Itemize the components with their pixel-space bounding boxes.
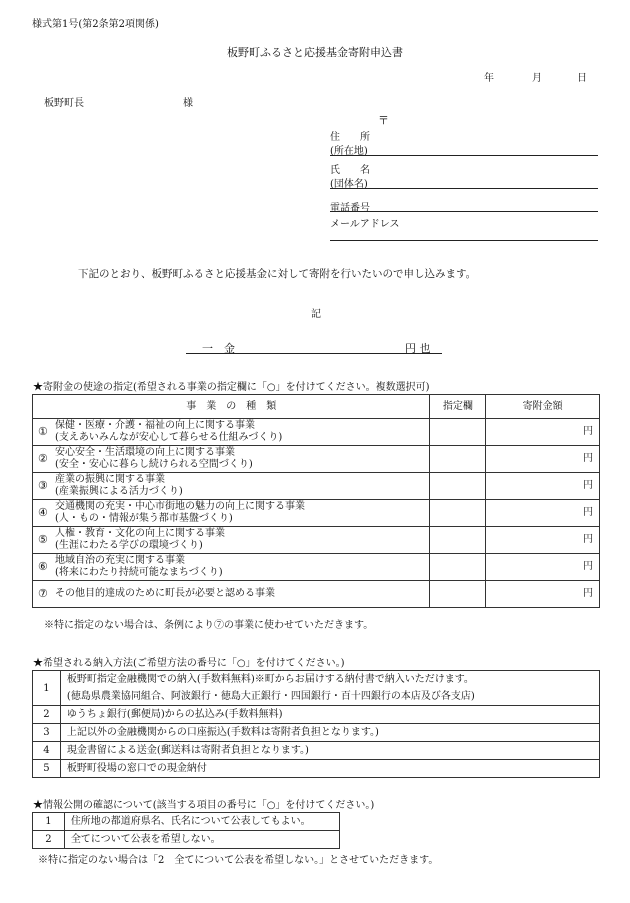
name-label: 氏 名: [330, 165, 370, 176]
row-number[interactable]: 4: [33, 742, 61, 760]
section1-heading: ★寄附金の使途の指定(希望される事業の指定欄に「○」を付けてください。複数選択可): [33, 382, 430, 393]
row-number[interactable]: 1: [33, 671, 61, 706]
amount-cell[interactable]: 円: [486, 446, 600, 473]
row-number: ③: [33, 473, 53, 500]
row-description: 現金書留による送金(郵送料は寄附者負担となります。): [60, 742, 599, 760]
donation-purpose-table: [32, 394, 600, 608]
header-amount: 寄附金額: [486, 395, 600, 419]
page-title: 板野町ふるさと応援基金寄附申込書: [227, 46, 403, 59]
row-number[interactable]: 3: [33, 724, 61, 742]
table-row: [33, 500, 600, 527]
row-number[interactable]: 1: [33, 813, 65, 831]
section3-heading: ★情報公開の確認について(該当する項目の番号に「○」を付けてください。): [33, 800, 375, 811]
date-year-label: 年: [484, 73, 494, 84]
table-row: [33, 419, 600, 446]
row-description: その他目的達成のために町長が必要と認める事業: [53, 581, 430, 608]
table-row[interactable]: [33, 742, 600, 760]
row-number: ②: [33, 446, 53, 473]
amount-field[interactable]: [186, 353, 442, 354]
row-description: ゆうちょ銀行(郵便局)からの払込み(手数料無料): [60, 706, 599, 724]
row-number[interactable]: 2: [33, 706, 61, 724]
table-row: [33, 446, 600, 473]
table-row[interactable]: [33, 813, 340, 831]
row-description: 板野町役場の窓口での現金納付: [60, 760, 599, 778]
row-description: [53, 500, 430, 527]
date-month-label: 月: [532, 73, 542, 84]
row-line2: (徳島県農業協同組合、阿波銀行・徳島大正銀行・四国銀行・百十四銀行の本店及び各支店): [66, 691, 475, 702]
postal-mark: 〒: [378, 114, 389, 127]
table-row: [33, 473, 600, 500]
amount-prefix: 一 金: [202, 342, 235, 355]
row-description: 上記以外の金融機関からの口座振込(手数料は寄附者負担となります。): [60, 724, 599, 742]
row-description: [53, 527, 430, 554]
phone-label: 電話番号: [330, 203, 370, 214]
row-number: ⑤: [33, 527, 53, 554]
email-field[interactable]: [330, 240, 598, 241]
section3-note: ※特に指定のない場合は「2 全てについて公表を希望しない。」とさせていただきます。: [38, 855, 439, 866]
table-row[interactable]: [33, 706, 600, 724]
row-description: [53, 419, 430, 446]
row-line2: (支えあいみんなが安心して暮らせる仕組みづくり): [54, 432, 283, 443]
email-label: メールアドレス: [330, 219, 400, 230]
table-row[interactable]: [33, 724, 600, 742]
row-line1: 安心安全・生活環境の向上に関する事業: [54, 447, 235, 458]
table-header-row: [33, 395, 600, 419]
row-description: 全てについて公表を希望しない。: [64, 831, 339, 849]
disclosure-table: [32, 812, 340, 849]
row-number[interactable]: 5: [33, 760, 61, 778]
row-description: [53, 446, 430, 473]
designation-cell[interactable]: [430, 581, 486, 608]
row-number: ④: [33, 500, 53, 527]
row-line1: 産業の振興に関する事業: [54, 474, 165, 485]
addressee-honorific: 様: [183, 98, 193, 109]
table-row: [33, 581, 600, 608]
table-row[interactable]: [33, 831, 340, 849]
designation-cell[interactable]: [430, 500, 486, 527]
row-description: [53, 554, 430, 581]
date-day-label: 日: [577, 73, 587, 84]
name-sub-label: (団体名): [330, 179, 368, 190]
name-field[interactable]: [330, 188, 598, 189]
amount-cell[interactable]: 円: [486, 581, 600, 608]
row-line1: 保健・医療・介護・福祉の向上に関する事業: [54, 420, 255, 431]
table-row[interactable]: [33, 671, 600, 706]
row-line1: 交通機関の充実・中心市街地の魅力の向上に関する事業: [54, 501, 305, 512]
amount-cell[interactable]: 円: [486, 473, 600, 500]
amount-suffix: 円 也: [405, 342, 431, 355]
designation-cell[interactable]: [430, 554, 486, 581]
ki-heading: 記: [311, 309, 321, 320]
row-line1: 板野町指定金融機関での納入(手数料無料)※町からお届けする納付書で納入いただけます。: [66, 674, 474, 685]
designation-cell[interactable]: [430, 419, 486, 446]
address-field[interactable]: [330, 155, 598, 156]
form-number: 様式第1号(第2条第2項関係): [32, 19, 159, 30]
row-line2: (人・もの・情報が集う都市基盤づくり): [54, 513, 233, 524]
table-row: [33, 527, 600, 554]
table-row: [33, 554, 600, 581]
row-line2: (産業振興による活力づくり): [54, 486, 183, 497]
intro-text: 下記のとおり、板野町ふるさと応援基金に対して寄附を行いたいので申し込みます。: [78, 268, 477, 280]
section2-heading: ★希望される納入方法(ご希望方法の番号に「○」を付けてください。): [33, 658, 345, 669]
amount-cell[interactable]: 円: [486, 527, 600, 554]
section1-note: ※特に指定のない場合は、条例により⑦の事業に使わせていただきます。: [44, 620, 374, 631]
row-number: ⑥: [33, 554, 53, 581]
designation-cell[interactable]: [430, 446, 486, 473]
row-line1: 地域自治の充実に関する事業: [54, 555, 185, 566]
address-label: 住 所: [330, 132, 370, 143]
table-row[interactable]: [33, 760, 600, 778]
amount-cell[interactable]: 円: [486, 419, 600, 446]
addressee-name: 板野町長: [44, 98, 84, 109]
amount-cell[interactable]: 円: [486, 500, 600, 527]
phone-field[interactable]: [330, 211, 598, 212]
row-number: ①: [33, 419, 53, 446]
row-description: [60, 671, 599, 706]
row-number: ⑦: [33, 581, 53, 608]
row-description: [53, 473, 430, 500]
row-description: 住所地の都道府県名、氏名について公表してもよい。: [64, 813, 339, 831]
payment-method-table: [32, 670, 600, 778]
amount-cell[interactable]: 円: [486, 554, 600, 581]
address-sub-label: (所在地): [330, 146, 368, 157]
header-designation: 指定欄: [430, 395, 486, 419]
row-line1: 人権・教育・文化の向上に関する事業: [54, 528, 225, 539]
row-line2: (生涯にわたる学びの環境づくり): [54, 540, 203, 551]
row-line2: (安全・安心に暮らし続けられる空間づくり): [54, 459, 253, 470]
designation-cell[interactable]: [430, 473, 486, 500]
row-line2: (将来にわたり持続可能なまちづくり): [54, 567, 223, 578]
header-type: 事 業 の 種 類: [33, 395, 430, 419]
row-number[interactable]: 2: [33, 831, 65, 849]
designation-cell[interactable]: [430, 527, 486, 554]
